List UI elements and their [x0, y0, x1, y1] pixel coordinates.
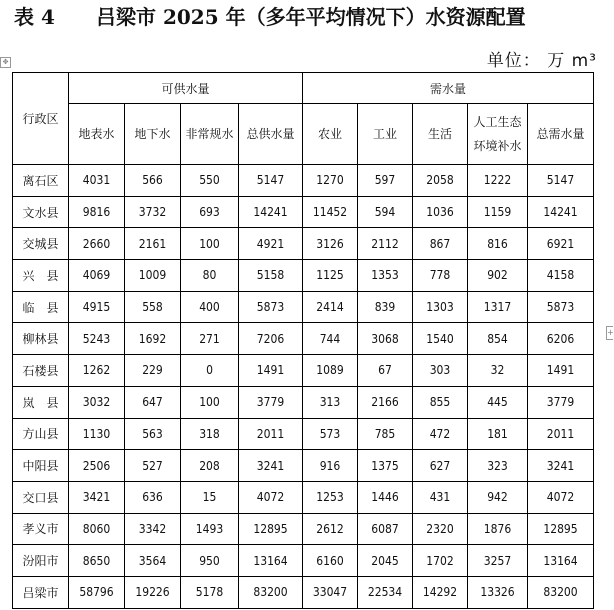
table-title — [14, 4, 526, 30]
value-cell: 3257 — [468, 545, 528, 577]
region-cell: 石楼县 — [13, 355, 69, 387]
region-cell: 中阳县 — [13, 450, 69, 482]
value-cell: 597 — [358, 165, 413, 197]
value-cell: 550 — [181, 165, 239, 197]
value-cell: 1009 — [125, 260, 181, 292]
table-row — [13, 165, 594, 197]
value-cell: 5147 — [528, 165, 594, 197]
value-cell: 7206 — [239, 323, 303, 355]
value-cell: 100 — [181, 386, 239, 418]
value-cell: 1375 — [358, 450, 413, 482]
value-cell: 558 — [125, 291, 181, 323]
value-cell: 14241 — [239, 196, 303, 228]
value-cell: 1446 — [358, 481, 413, 513]
value-cell: 563 — [125, 418, 181, 450]
value-cell: 2058 — [413, 165, 468, 197]
value-cell: 1253 — [303, 481, 358, 513]
value-cell: 1262 — [69, 355, 125, 387]
table-move-handle-icon[interactable]: ✥ — [0, 57, 11, 68]
value-cell: 1353 — [358, 260, 413, 292]
value-cell: 2612 — [303, 513, 358, 545]
value-cell: 208 — [181, 450, 239, 482]
value-cell: 83200 — [528, 576, 594, 608]
value-cell: 2660 — [69, 228, 125, 260]
value-cell: 4921 — [239, 228, 303, 260]
region-cell: 兴 县 — [13, 260, 69, 292]
value-cell: 1159 — [468, 196, 528, 228]
value-cell: 1493 — [181, 513, 239, 545]
table-row — [13, 196, 594, 228]
value-cell: 22534 — [358, 576, 413, 608]
value-cell: 5178 — [181, 576, 239, 608]
region-cell: 离石区 — [13, 165, 69, 197]
table-row — [13, 481, 594, 513]
value-cell: 181 — [468, 418, 528, 450]
value-cell: 693 — [181, 196, 239, 228]
table-row — [13, 228, 594, 260]
value-cell: 3068 — [358, 323, 413, 355]
value-cell: 2320 — [413, 513, 468, 545]
value-cell: 942 — [468, 481, 528, 513]
value-cell: 33047 — [303, 576, 358, 608]
value-cell: 2506 — [69, 450, 125, 482]
value-cell: 778 — [413, 260, 468, 292]
table-row — [13, 576, 594, 608]
value-cell: 902 — [468, 260, 528, 292]
value-cell: 1491 — [239, 355, 303, 387]
value-cell: 4072 — [528, 481, 594, 513]
supply-col-header: 地下水 — [125, 104, 181, 165]
value-cell: 3421 — [69, 481, 125, 513]
value-cell: 8650 — [69, 545, 125, 577]
region-cell: 临 县 — [13, 291, 69, 323]
region-cell: 汾阳市 — [13, 545, 69, 577]
value-cell: 58796 — [69, 576, 125, 608]
value-cell: 1540 — [413, 323, 468, 355]
value-cell: 12895 — [528, 513, 594, 545]
table-resize-handle-icon[interactable]: + — [606, 326, 613, 340]
value-cell: 744 — [303, 323, 358, 355]
supply-col-header: 地表水 — [69, 104, 125, 165]
region-cell: 孝义市 — [13, 513, 69, 545]
value-cell: 0 — [181, 355, 239, 387]
value-cell: 2011 — [528, 418, 594, 450]
value-cell: 2166 — [358, 386, 413, 418]
value-cell: 6087 — [358, 513, 413, 545]
demand-col-header: 总需水量 — [528, 104, 594, 165]
value-cell: 3126 — [303, 228, 358, 260]
value-cell: 636 — [125, 481, 181, 513]
value-cell: 1130 — [69, 418, 125, 450]
value-cell: 1303 — [413, 291, 468, 323]
value-cell: 303 — [413, 355, 468, 387]
value-cell: 1876 — [468, 513, 528, 545]
table-row — [13, 418, 594, 450]
value-cell: 13164 — [239, 545, 303, 577]
value-cell: 839 — [358, 291, 413, 323]
value-cell: 627 — [413, 450, 468, 482]
header-sub-row — [13, 104, 594, 165]
value-cell: 229 — [125, 355, 181, 387]
value-cell: 5147 — [239, 165, 303, 197]
value-cell: 816 — [468, 228, 528, 260]
value-cell: 1125 — [303, 260, 358, 292]
value-cell: 3564 — [125, 545, 181, 577]
value-cell: 3241 — [528, 450, 594, 482]
value-cell: 13164 — [528, 545, 594, 577]
value-cell: 271 — [181, 323, 239, 355]
demand-group-header: 需水量 — [303, 73, 594, 104]
value-cell: 2112 — [358, 228, 413, 260]
value-cell: 3241 — [239, 450, 303, 482]
value-cell: 4915 — [69, 291, 125, 323]
value-cell: 1270 — [303, 165, 358, 197]
value-cell: 400 — [181, 291, 239, 323]
value-cell: 1036 — [413, 196, 468, 228]
value-cell: 950 — [181, 545, 239, 577]
table-title-text: 吕梁市 2025 年（多年平均情况下）水资源配置 — [96, 5, 526, 29]
value-cell: 5873 — [528, 291, 594, 323]
value-cell: 80 — [181, 260, 239, 292]
value-cell: 1702 — [413, 545, 468, 577]
value-cell: 2414 — [303, 291, 358, 323]
value-cell: 573 — [303, 418, 358, 450]
value-cell: 2045 — [358, 545, 413, 577]
value-cell: 15 — [181, 481, 239, 513]
water-allocation-table — [12, 72, 594, 609]
value-cell: 445 — [468, 386, 528, 418]
value-cell: 9816 — [69, 196, 125, 228]
value-cell: 4072 — [239, 481, 303, 513]
value-cell: 13326 — [468, 576, 528, 608]
table-row — [13, 323, 594, 355]
value-cell: 318 — [181, 418, 239, 450]
value-cell: 5873 — [239, 291, 303, 323]
table-row — [13, 513, 594, 545]
value-cell: 8060 — [69, 513, 125, 545]
unit-label: 单位： 万 m³ — [486, 51, 597, 71]
value-cell: 594 — [358, 196, 413, 228]
table-row — [13, 291, 594, 323]
value-cell: 14241 — [528, 196, 594, 228]
value-cell: 3732 — [125, 196, 181, 228]
value-cell: 854 — [468, 323, 528, 355]
value-cell: 1491 — [528, 355, 594, 387]
value-cell: 566 — [125, 165, 181, 197]
value-cell: 6206 — [528, 323, 594, 355]
demand-col-header: 工业 — [358, 104, 413, 165]
table-row — [13, 450, 594, 482]
value-cell: 4031 — [69, 165, 125, 197]
region-cell: 方山县 — [13, 418, 69, 450]
region-cell: 岚 县 — [13, 386, 69, 418]
demand-col-header: 生活 — [413, 104, 468, 165]
demand-col-header: 人工生态环境补水 — [468, 104, 528, 165]
demand-col-header: 农业 — [303, 104, 358, 165]
value-cell: 67 — [358, 355, 413, 387]
value-cell: 867 — [413, 228, 468, 260]
value-cell: 19226 — [125, 576, 181, 608]
table-row — [13, 386, 594, 418]
value-cell: 11452 — [303, 196, 358, 228]
value-cell: 3779 — [528, 386, 594, 418]
table-number: 表 4 — [14, 5, 55, 29]
value-cell: 6921 — [528, 228, 594, 260]
value-cell: 785 — [358, 418, 413, 450]
value-cell: 855 — [413, 386, 468, 418]
value-cell: 3032 — [69, 386, 125, 418]
value-cell: 1222 — [468, 165, 528, 197]
value-cell: 83200 — [239, 576, 303, 608]
header-group-row — [13, 73, 594, 104]
table-row — [13, 355, 594, 387]
value-cell: 2011 — [239, 418, 303, 450]
supply-col-header: 总供水量 — [239, 104, 303, 165]
value-cell: 4069 — [69, 260, 125, 292]
supply-col-header: 非常规水 — [181, 104, 239, 165]
region-cell: 柳林县 — [13, 323, 69, 355]
value-cell: 1317 — [468, 291, 528, 323]
table-row — [13, 260, 594, 292]
value-cell: 12895 — [239, 513, 303, 545]
value-cell: 1692 — [125, 323, 181, 355]
value-cell: 472 — [413, 418, 468, 450]
value-cell: 32 — [468, 355, 528, 387]
table-body — [13, 165, 594, 609]
value-cell: 4158 — [528, 260, 594, 292]
value-cell: 5243 — [69, 323, 125, 355]
value-cell: 431 — [413, 481, 468, 513]
value-cell: 323 — [468, 450, 528, 482]
supply-group-header: 可供水量 — [69, 73, 303, 104]
region-header: 行政区 — [13, 73, 69, 165]
value-cell: 5158 — [239, 260, 303, 292]
value-cell: 916 — [303, 450, 358, 482]
value-cell: 2161 — [125, 228, 181, 260]
value-cell: 647 — [125, 386, 181, 418]
region-cell: 文水县 — [13, 196, 69, 228]
value-cell: 14292 — [413, 576, 468, 608]
value-cell: 3342 — [125, 513, 181, 545]
region-cell: 交口县 — [13, 481, 69, 513]
value-cell: 6160 — [303, 545, 358, 577]
value-cell: 3779 — [239, 386, 303, 418]
table-row — [13, 545, 594, 577]
value-cell: 1089 — [303, 355, 358, 387]
value-cell: 100 — [181, 228, 239, 260]
region-cell: 交城县 — [13, 228, 69, 260]
value-cell: 313 — [303, 386, 358, 418]
region-cell: 吕梁市 — [13, 576, 69, 608]
value-cell: 527 — [125, 450, 181, 482]
